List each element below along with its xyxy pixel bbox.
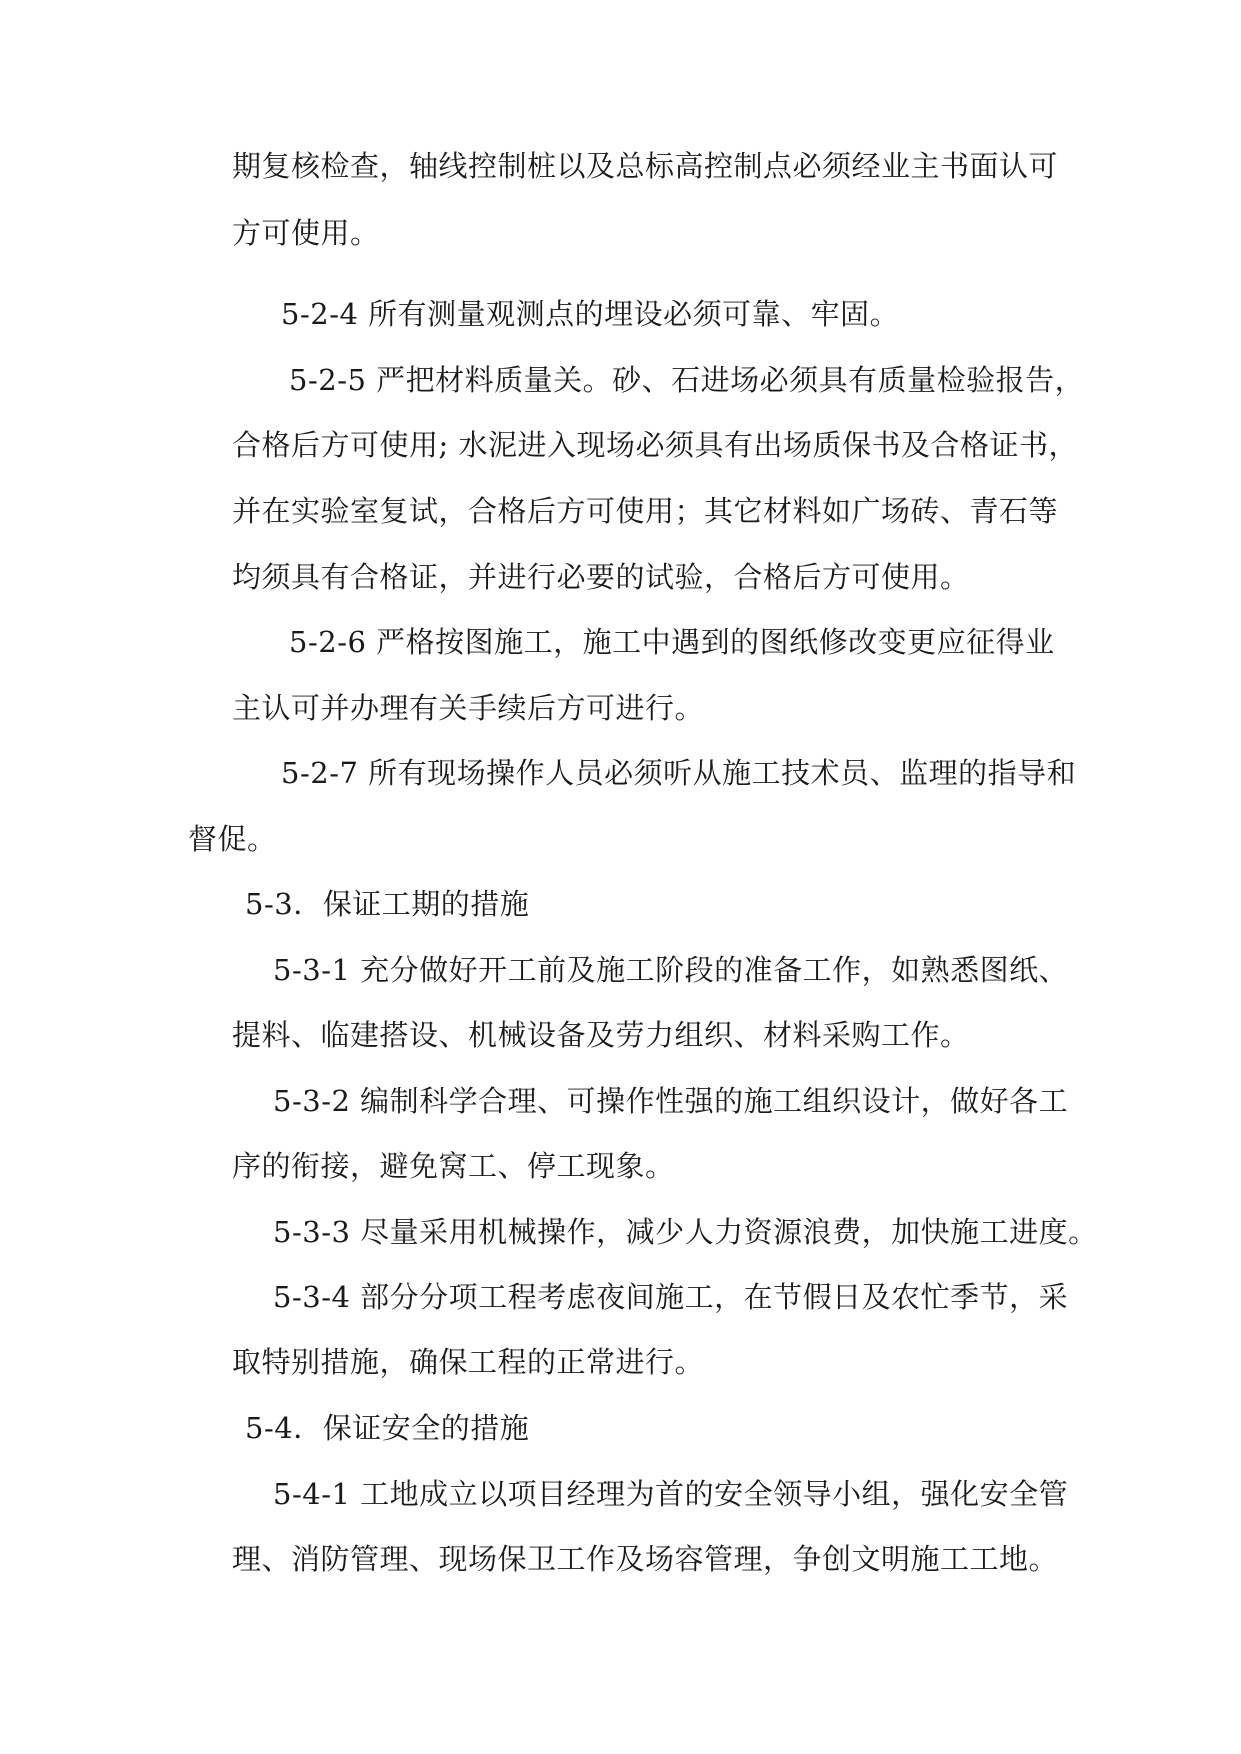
- text-line: 方可使用。: [232, 216, 380, 250]
- section-heading: 5-4．保证安全的措施: [245, 1411, 530, 1445]
- text-line: 5-4-1 工地成立以项目经理为首的安全领导小组，强化安全管: [273, 1477, 1069, 1511]
- text-line: 5-3-1 充分做好开工前及施工阶段的准备工作，如熟悉图纸、: [273, 953, 1069, 987]
- text-line: 督促。: [188, 822, 277, 856]
- text-line: 序的衔接，避免窝工、停工现象。: [232, 1149, 675, 1183]
- text-line: 5-3-2 编制科学合理、可操作性强的施工组织设计，做好各工: [273, 1084, 1069, 1118]
- text-line: 5-2-4 所有测量观测点的埋设必须可靠、牢固。: [281, 297, 900, 331]
- text-line: 主认可并办理有关手续后方可进行。: [232, 691, 705, 725]
- text-line: 合格后方可使用; 水泥进入现场必须具有出场质保书及合格证书，: [232, 428, 1078, 462]
- text-line: 取特别措施，确保工程的正常进行。: [232, 1345, 705, 1379]
- text-line: 5-2-6 严格按图施工，施工中遇到的图纸修改变更应征得业: [289, 625, 1055, 659]
- text-line: 均须具有合格证，并进行必要的试验，合格后方可使用。: [232, 560, 970, 594]
- text-line: 提料、临建搭设、机械设备及劳力组织、材料采购工作。: [232, 1018, 970, 1052]
- text-line: 5-2-5 严把材料质量关。砂、石进场必须具有质量检验报告，: [289, 363, 1085, 397]
- section-heading: 5-3．保证工期的措施: [245, 887, 530, 921]
- text-line: 期复核检查，轴线控制桩以及总标高控制点必须经业主书面认可: [232, 149, 1059, 183]
- text-line: 5-3-4 部分分项工程考虑夜间施工，在节假日及农忙季节，采: [273, 1280, 1069, 1314]
- text-line: 5-3-3 尽量采用机械操作，减少人力资源浪费，加快施工进度。: [273, 1215, 1098, 1249]
- text-line: 并在实验室复试，合格后方可使用；其它材料如广场砖、青石等: [232, 494, 1059, 528]
- text-line: 5-2-7 所有现场操作人员必须听从施工技术员、监理的指导和: [281, 756, 1077, 790]
- text-line: 理、消防管理、现场保卫工作及场容管理，争创文明施工工地。: [232, 1542, 1059, 1576]
